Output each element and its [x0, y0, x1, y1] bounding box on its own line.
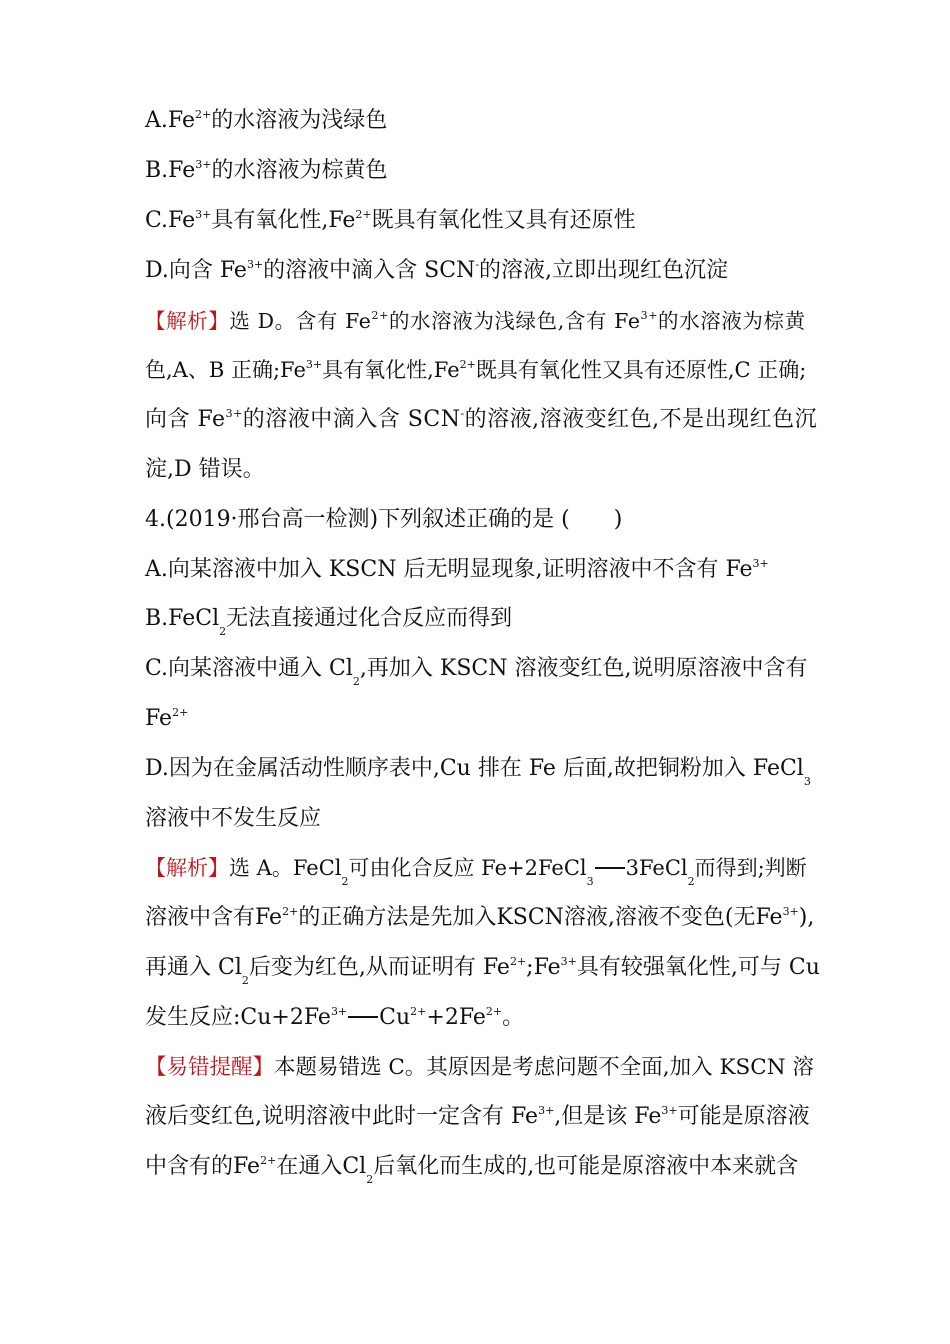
analysis-line-3: 向含 $Fe^{3+}$的溶液中滴入含 SCN-的溶液,溶液变红色,不是出现红色沉: [145, 407, 818, 432]
analysis-line-2: 色,A、B 正确$;Fe^{3+}$具有氧化性$,Fe^{2+}$既具有氧化性又具有还原性,C 正确;: [145, 358, 807, 382]
question-4-stem: 4.(2019·邢台高一检测)下列叙述正确的是 ( ): [145, 507, 623, 532]
option-b: $B.Fe^{3+}$的水溶液为棕黄色: [145, 158, 388, 183]
tip-line-1: 【易错提醒】本题易错选 C。其原因是考虑问题不全面,加入 KSCN 溶: [145, 1055, 814, 1080]
reaction-equals-sign: [595, 867, 625, 869]
analysis-tag: 【解析】: [145, 309, 230, 333]
tip-line-3: 中含有的$Fe^{2+}$在通入$Cl_2$后氧化而生成的,也可能是原溶液中本来就含: [145, 1154, 799, 1186]
tip-tag: 【易错提醒】: [145, 1055, 275, 1080]
analysis-2-line-2: 溶液中含有$Fe^{2+}$的正确方法是先加入KSCN溶液,溶液不变色(无$Fe^{3+}$),: [145, 905, 815, 930]
analysis-line-4: 淀,D 错误。: [145, 457, 265, 482]
q4-option-c-line-2: $Fe^{2+}$: [145, 706, 189, 731]
q4-option-d-line-2: 溶液中不发生反应: [145, 806, 322, 831]
option-a: $A.Fe^{2+}$的水溶液为浅绿色: [145, 108, 388, 133]
q4-option-b: B.FeCl$_2$无法直接通过化合反应而得到: [145, 606, 513, 638]
q4-option-d-line-1: D.因为在金属活动性顺序表中,Cu 排在 Fe 后面,故把铜粉加入 FeCl$_3$: [145, 756, 811, 788]
analysis-2-tag: 【解析】: [145, 856, 229, 880]
analysis-line-1: 【解析】选 D。含有 $Fe^{2+}$的水溶液为浅绿色,含有 $Fe^{3+}$的水溶液为棕黄: [145, 309, 806, 333]
analysis-2-line-3: 再通入 $Cl_2$后变为红色,从而证明有 $Fe^{2+};Fe^{3+}$具有较强氧化性,可与 Cu: [145, 955, 820, 987]
q4-option-a: A.向某溶液中加入 KSCN 后无明显现象,证明溶液中不含有 $Fe^{3+}$: [145, 557, 769, 582]
analysis-2-line-1: 【解析】选 A。FeCl$_2$可由化合反应 Fe+2FeCl$_3$3FeCl$_2$而得到;判断: [145, 856, 807, 888]
tip-line-2: 液后变红色,说明溶液中此时一定含有 $Fe^{3+}$,但是该 $Fe^{3+}$可能是原溶液: [145, 1104, 810, 1129]
analysis-2-line-4: 发生反应$:Cu+2Fe^{3+}$ $Cu^{2+}+2Fe^{2+}$。: [145, 1005, 525, 1030]
reaction-equals-sign: [348, 1016, 378, 1018]
q4-option-c-line-1: C.向某溶液中通入 $Cl_2$,再加入 KSCN 溶液变红色,说明原溶液中含有: [145, 656, 808, 688]
option-d: D.向含 $Fe^{3+}$的溶液中滴入含 SCN-的溶液,立即出现红色沉淀: [145, 258, 729, 283]
option-c: $C.Fe^{3+}$具有氧化性$,Fe^{2+}$既具有氧化性又具有还原性: [145, 208, 636, 233]
